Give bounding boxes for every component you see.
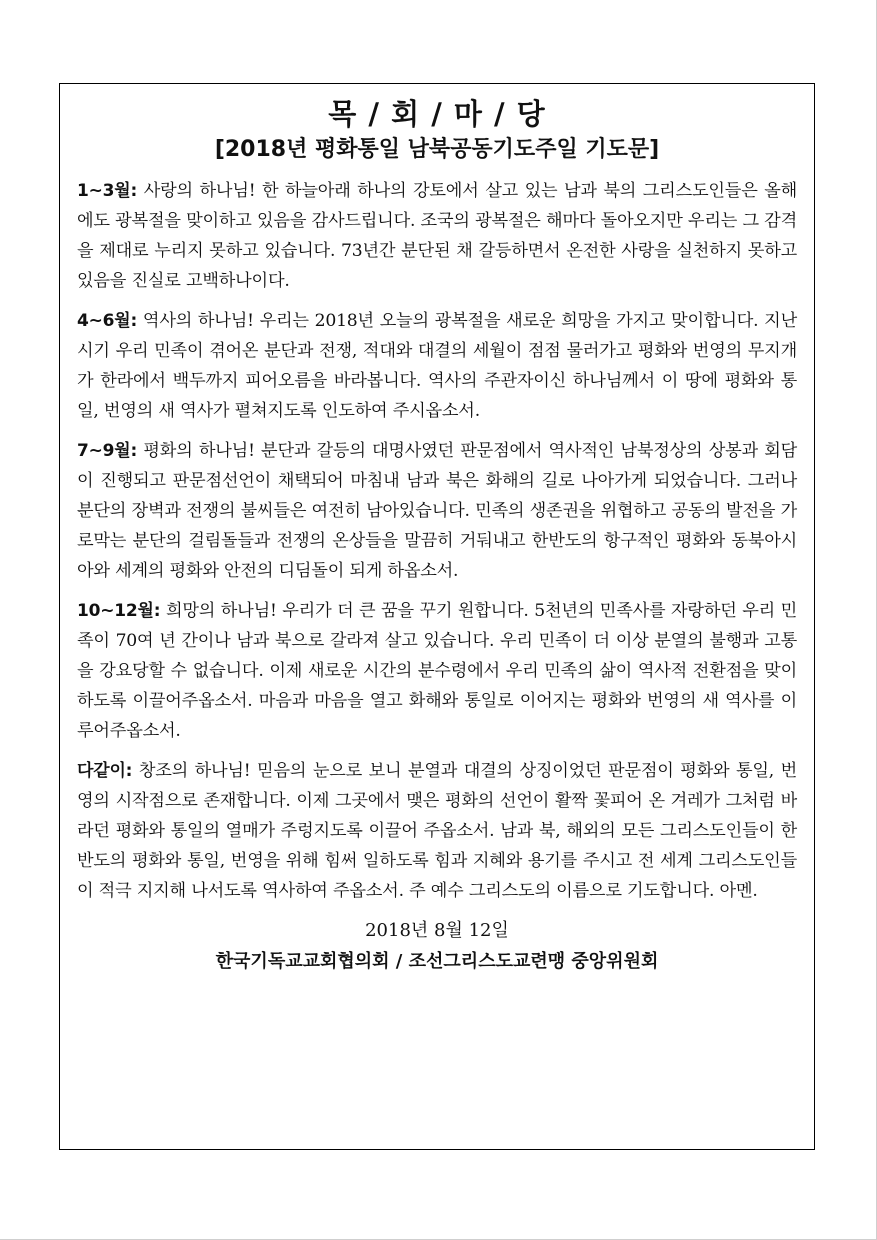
prayer-paragraph-apr-jun bbox=[77, 306, 797, 426]
paragraph-label: 10~12월: bbox=[77, 601, 161, 621]
paragraph-label: 1~3월: bbox=[77, 181, 138, 201]
paragraph-text: 창조의 하나님! 믿음의 눈으로 보니 분열과 대결의 상징이었던 판문점이 평화와 통일, 번영의 시작점으로 존재합니다. 이제 그곳에서 맺은 평화의 선언이 활짝 꽃피어 온 겨레가 그처럼 바라던 평화와 통일의 열매가 주렁지도록 이끌어 주옵소서. 남과 북, 해외의 모든 그리스도인들이 한반도의 평화와 통일, 번영을 위해 힘써 일하도록 힘과 지혜와 용기를 주시고 전 세계 그리스도인들이 적극 지지해 나서도록 역사하여 주옵소서. 주 예수 그리스도의 이름으로 기도합니다. 아멘. bbox=[77, 761, 797, 901]
page-title: 목 / 회 / 마 / 당 bbox=[328, 97, 546, 131]
prayer-box bbox=[59, 83, 815, 1150]
paragraph-label: 다같이: bbox=[77, 761, 133, 781]
paragraph-label: 4~6월: bbox=[77, 311, 138, 331]
prayer-paragraph-jan-mar bbox=[77, 176, 797, 296]
prayer-paragraph-together bbox=[77, 756, 797, 906]
prayer-date: 2018년 8월 12일 bbox=[365, 920, 509, 941]
paragraph-label: 7~9월: bbox=[77, 441, 138, 461]
paragraph-text: 희망의 하나님! 우리가 더 큰 꿈을 꾸기 원합니다. 5천년의 민족사를 자랑하던 우리 민족이 70여 년 간이나 남과 북으로 갈라져 살고 있습니다. 우리 민족이 더 이상 분열의 불행과 고통을 강요당할 수 없습니다. 이제 새로운 시간의 분수령에서 우리 민족의 삶이 역사적 전환점을 맞이하도록 이끌어주옵소서. 마음과 마음을 열고 화해와 통일로 이어지는 평화와 번영의 새 역사를 이루어주옵소서. bbox=[77, 601, 797, 741]
prayer-paragraph-oct-dec bbox=[77, 596, 797, 746]
page-subtitle: [2018년 평화통일 남북공동기도주일 기도문] bbox=[214, 137, 660, 162]
paragraph-text: 역사의 하나님! 우리는 2018년 오늘의 광복절을 새로운 희망을 가지고 맞이합니다. 지난 시기 우리 민족이 겪어온 분단과 전쟁, 적대와 대결의 세월이 점점 물러가고 평화와 번영의 무지개가 한라에서 백두까지 피어오름을 바라봅니다. 역사의 주관자이신 하나님께서 이 땅에 평화와 통일, 번영의 새 역사가 펼쳐지도록 인도하여 주시옵소서. bbox=[77, 311, 797, 421]
prayer-paragraph-jul-sep bbox=[77, 436, 797, 586]
paragraph-text: 사랑의 하나님! 한 하늘아래 하나의 강토에서 살고 있는 남과 북의 그리스도인들은 올해에도 광복절을 맞이하고 있음을 감사드립니다. 조국의 광복절은 해마다 돌아오지만 우리는 그 감격을 제대로 누리지 못하고 있습니다. 73년간 분단된 채 갈등하면서 온전한 사랑을 실천하지 못하고 있음을 진실로 고백하나이다. bbox=[77, 181, 797, 291]
organizations-signature: 한국기독교교회협의회 / 조선그리스도교련맹 중앙위원회 bbox=[215, 951, 659, 972]
paragraph-text: 평화의 하나님! 분단과 갈등의 대명사였던 판문점에서 역사적인 남북정상의 상봉과 회담이 진행되고 판문점선언이 채택되어 마침내 남과 북은 화해의 길로 나아가게 되었습니다. 그러나 분단의 장벽과 전쟁의 불씨들은 여전히 남아있습니다. 민족의 생존권을 위협하고 공동의 발전을 가로막는 분단의 걸림돌들과 전쟁의 온상들을 말끔히 거둬내고 한반도의 항구적인 평화와 동북아시아와 세계의 평화와 안전의 디딤돌이 되게 하옵소서. bbox=[77, 441, 797, 581]
